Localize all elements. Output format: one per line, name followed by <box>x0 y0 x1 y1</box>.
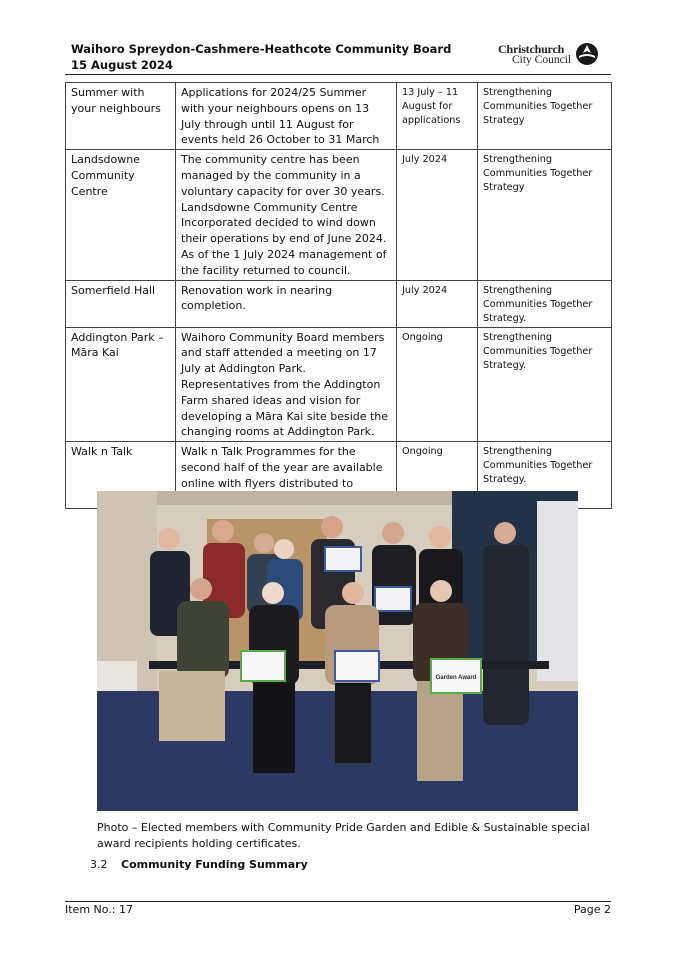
board-title: Waihoro Spreydon-Cashmere-Heathcote Community Board <box>71 42 452 56</box>
row-strategy: Strengthening Communities Together Strategy. <box>478 280 612 327</box>
description-paragraph: Renovation work in nearing completion. <box>181 283 333 313</box>
row-strategy: Strengthening Communities Together Strategy <box>478 83 612 150</box>
row-strategy: Strengthening Communities Together Strategy <box>478 150 612 280</box>
row-topic: Walk n Talk <box>66 442 176 509</box>
description-paragraph: The community centre has been managed by the community in a voluntary capacity for over 30 years. Landsdowne Community Centre Incorporated decided to wind down their operations by end of June 2024. As of the 1 July 2024 management of the facility returned to council. <box>181 153 387 277</box>
section-title: Community Funding Summary <box>121 858 308 871</box>
council-emblem-icon <box>575 42 599 66</box>
row-timing: Ongoing <box>397 327 478 442</box>
header-rule <box>65 74 611 75</box>
row-topic: Somerfield Hall <box>66 280 176 327</box>
row-timing: 13 July – 11 August for applications <box>397 83 478 150</box>
row-description <box>176 280 397 327</box>
photo-caption: Photo – Elected members with Community Pride Garden and Edible & Sustainable special award recipients holding certificates. <box>97 821 590 850</box>
logo-line-2: City Council <box>512 54 572 66</box>
description-paragraph: Waihoro Community Board members and staff attended a meeting on 17 July at Addington Park. <box>181 330 385 376</box>
table-row <box>66 83 612 150</box>
description-paragraph: Walk n Talk Programmes for the second half of the year are available online with flyers distributed to <box>181 445 383 490</box>
row-description <box>176 150 397 280</box>
description-paragraph: Applications for 2024/25 Summer with your neighbours opens on 13 July through until 11 August for events held 26 October to 31 March <box>181 86 380 147</box>
row-topic: Addington Park – Māra Kai <box>66 327 176 442</box>
row-timing: Ongoing <box>397 442 478 509</box>
activity-table <box>65 82 612 509</box>
table-row <box>66 327 612 442</box>
group-photo-illustration <box>97 491 578 811</box>
logo-line-1: Christchurch <box>498 42 565 56</box>
table-row <box>66 280 612 327</box>
row-strategy: Strengthening Communities Together Strategy. <box>478 442 612 509</box>
meeting-date: 15 August 2024 <box>71 58 173 72</box>
section-heading <box>90 858 308 871</box>
group-photo <box>97 491 578 811</box>
description-paragraph: Representatives from the Addington Farm shared ideas and vision for developing a Māra Kai site beside the changing rooms at Addington Park. <box>181 377 389 439</box>
row-timing: July 2024 <box>397 150 478 280</box>
row-description <box>176 327 397 442</box>
footer-rule <box>65 901 611 902</box>
table-row <box>66 150 612 280</box>
row-topic: Landsdowne Community Centre <box>66 150 176 280</box>
certificate-label: Garden Award <box>435 675 477 681</box>
item-number: Item No.: 17 <box>65 903 133 916</box>
row-timing: July 2024 <box>397 280 478 327</box>
page-number: Page 2 <box>573 903 611 916</box>
council-logo <box>498 42 603 68</box>
section-number: 3.2 <box>90 858 108 871</box>
row-strategy: Strengthening Communities Together Strategy. <box>478 327 612 442</box>
row-description <box>176 83 397 150</box>
row-topic: Summer with your neighbours <box>66 83 176 150</box>
